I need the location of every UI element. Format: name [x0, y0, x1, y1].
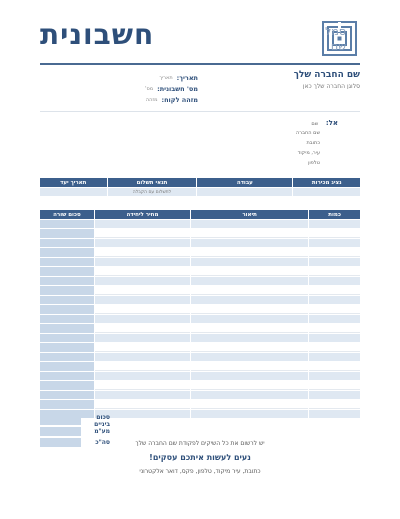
col-header-salesperson: נציג מכירות [293, 178, 360, 187]
cell-line-total[interactable] [40, 324, 94, 333]
cell-quantity[interactable] [309, 362, 360, 371]
terms-row [40, 188, 360, 196]
cell-unit-price[interactable] [95, 258, 190, 266]
cell-line-total[interactable] [40, 267, 94, 276]
footer-thanks: נעים לעשות איתכם עסקים! [149, 453, 251, 462]
cell-line-total[interactable] [40, 220, 94, 228]
recipient-line: טלפון [308, 160, 320, 166]
table-row [40, 381, 360, 390]
meta-label: תאריך: [176, 73, 198, 82]
cell-line-total[interactable] [40, 315, 94, 323]
cell-unit-price[interactable] [95, 372, 190, 380]
cell-description[interactable] [191, 229, 308, 238]
cell-quantity[interactable] [309, 391, 360, 399]
cell-unit-price[interactable] [95, 381, 190, 390]
cell-quantity[interactable] [309, 381, 360, 390]
meta-number-row [58, 83, 198, 94]
cell-unit-price[interactable] [95, 400, 190, 409]
cell-quantity[interactable] [309, 258, 360, 266]
terms-cell[interactable] [293, 188, 360, 196]
cell-line-total[interactable] [40, 353, 94, 361]
cell-quantity[interactable] [309, 372, 360, 380]
cell-description[interactable] [191, 324, 308, 333]
terms-cell[interactable] [197, 188, 292, 196]
tax-value[interactable] [40, 427, 81, 436]
meta-value: מס' [145, 85, 154, 92]
cell-description[interactable] [191, 353, 308, 361]
cell-description[interactable] [191, 381, 308, 390]
subtotal-row [40, 415, 110, 426]
cell-description[interactable] [191, 315, 308, 323]
table-row [40, 239, 360, 247]
tax-label: מע"מ [94, 428, 110, 435]
cell-unit-price[interactable] [95, 334, 190, 342]
terms-cell[interactable]: לתשלום עם הקבלה [108, 188, 197, 196]
col-header-payment-terms: תנאי תשלום [108, 178, 197, 187]
cell-quantity[interactable] [309, 277, 360, 285]
cell-description[interactable] [191, 267, 308, 276]
cell-description[interactable] [191, 305, 308, 314]
col-header-description: תיאור [191, 210, 308, 219]
cell-description[interactable] [191, 391, 308, 399]
table-row [40, 334, 360, 342]
table-row [40, 315, 360, 323]
table-row [40, 220, 360, 228]
table-row [40, 324, 360, 333]
cell-description[interactable] [191, 372, 308, 380]
cell-quantity[interactable] [309, 296, 360, 304]
cell-unit-price[interactable] [95, 229, 190, 238]
logo-line2: שם [330, 40, 346, 53]
table-row [40, 286, 360, 295]
cell-description[interactable] [191, 362, 308, 371]
invoice-title: חשבונית [40, 18, 155, 51]
cell-description[interactable] [191, 277, 308, 285]
cell-line-total[interactable] [40, 286, 94, 295]
cell-description[interactable] [191, 239, 308, 247]
header-rule [40, 63, 360, 65]
cell-line-total[interactable] [40, 362, 94, 371]
cell-quantity[interactable] [309, 324, 360, 333]
meta-value: מזהה [145, 96, 158, 103]
terms-table [39, 177, 361, 197]
table-row [40, 296, 360, 304]
cell-line-total[interactable] [40, 305, 94, 314]
table-row [40, 305, 360, 314]
col-header-line-total: סכום שורה [40, 210, 94, 219]
cell-quantity[interactable] [309, 229, 360, 238]
cell-quantity[interactable] [309, 410, 360, 418]
table-row [40, 362, 360, 371]
cell-quantity[interactable] [309, 267, 360, 276]
invoice-meta [58, 72, 198, 105]
meta-customer-row [58, 94, 198, 105]
recipient-line: שם [311, 121, 319, 127]
company-slogan: סלוגן החברה שלך כאן [302, 83, 360, 90]
cell-line-total[interactable] [40, 277, 94, 285]
cell-line-total[interactable] [40, 258, 94, 266]
subtotal-value[interactable] [40, 416, 81, 425]
cell-unit-price[interactable] [95, 362, 190, 371]
cell-description[interactable] [191, 286, 308, 295]
items-table [39, 209, 361, 419]
terms-header-row [40, 178, 360, 187]
cell-quantity[interactable] [309, 248, 360, 257]
cell-unit-price[interactable] [95, 324, 190, 333]
recipient-label: אל: [325, 119, 338, 127]
cell-line-total[interactable] [40, 391, 94, 399]
table-row [40, 343, 360, 352]
table-row [40, 267, 360, 276]
recipient-line: עיר, מיקוד [297, 150, 320, 156]
logo-text [325, 24, 346, 54]
cell-line-total[interactable] [40, 400, 94, 409]
recipient-line: כתובת [306, 140, 320, 146]
meta-label: מס' חשבונית: [157, 84, 198, 93]
col-header-quantity: כמות [309, 210, 360, 219]
cell-description[interactable] [191, 410, 308, 418]
cell-quantity[interactable] [309, 343, 360, 352]
cell-unit-price[interactable] [95, 248, 190, 257]
table-row [40, 391, 360, 399]
company-name: שם החברה שלך [293, 70, 360, 80]
cell-quantity[interactable] [309, 315, 360, 323]
meta-date-row [58, 72, 198, 83]
items-header-row [40, 210, 360, 219]
table-row [40, 248, 360, 257]
table-row [40, 372, 360, 380]
cell-description[interactable] [191, 296, 308, 304]
cell-unit-price[interactable] [95, 315, 190, 323]
footer-checks-note: יש לרשום את כל השיקים לפקודת שם החברה שלך [135, 440, 265, 447]
table-row [40, 353, 360, 361]
meta-value: תאריך [159, 74, 173, 81]
table-row [40, 277, 360, 285]
cell-unit-price[interactable] [95, 353, 190, 361]
cell-quantity[interactable] [309, 239, 360, 247]
meta-label: מזהה לקוח: [161, 95, 198, 104]
cell-quantity[interactable] [309, 400, 360, 409]
cell-description[interactable] [191, 220, 308, 228]
col-header-due-date: תאריך יעד [40, 178, 107, 187]
subtotal-label: סכום ביניים [94, 413, 110, 428]
section-divider [40, 111, 360, 112]
cell-line-total[interactable] [40, 239, 94, 247]
col-header-unit-price: מחיר ליחידה [95, 210, 190, 219]
cell-quantity[interactable] [309, 334, 360, 342]
cell-unit-price[interactable] [95, 305, 190, 314]
cell-unit-price[interactable] [95, 267, 190, 276]
cell-line-total[interactable] [40, 381, 94, 390]
cell-description[interactable] [191, 400, 308, 409]
cell-unit-price[interactable] [95, 296, 190, 304]
cell-line-total[interactable] [40, 372, 94, 380]
cell-description[interactable] [191, 258, 308, 266]
cell-description[interactable] [191, 334, 308, 342]
table-row [40, 400, 360, 409]
cell-description[interactable] [191, 343, 308, 352]
cell-unit-price[interactable] [95, 343, 190, 352]
cell-description[interactable] [191, 248, 308, 257]
cell-quantity[interactable] [309, 286, 360, 295]
cell-quantity[interactable] [309, 220, 360, 228]
cell-unit-price[interactable] [95, 391, 190, 399]
table-row [40, 229, 360, 238]
terms-cell[interactable] [40, 188, 107, 196]
cell-quantity[interactable] [309, 305, 360, 314]
cell-line-total[interactable] [40, 229, 94, 238]
logo-line1: סמל [325, 25, 346, 38]
cell-line-total[interactable] [40, 248, 94, 257]
tax-row [40, 426, 110, 437]
footer-contact: כתובת, עיר מיקוד, טלפון, פקס, דואר אלקטרוני [139, 468, 261, 475]
cell-unit-price[interactable] [95, 220, 190, 228]
cell-line-total[interactable] [40, 296, 94, 304]
cell-line-total[interactable] [40, 343, 94, 352]
cell-unit-price[interactable] [95, 239, 190, 247]
cell-line-total[interactable] [40, 334, 94, 342]
table-row [40, 258, 360, 266]
cell-quantity[interactable] [309, 353, 360, 361]
cell-unit-price[interactable] [95, 277, 190, 285]
col-header-job: עבודה [197, 178, 292, 187]
recipient-block [296, 118, 338, 168]
total-label: סה"כ [95, 439, 110, 446]
cell-unit-price[interactable] [95, 286, 190, 295]
recipient-line: שם החברה [296, 130, 320, 136]
